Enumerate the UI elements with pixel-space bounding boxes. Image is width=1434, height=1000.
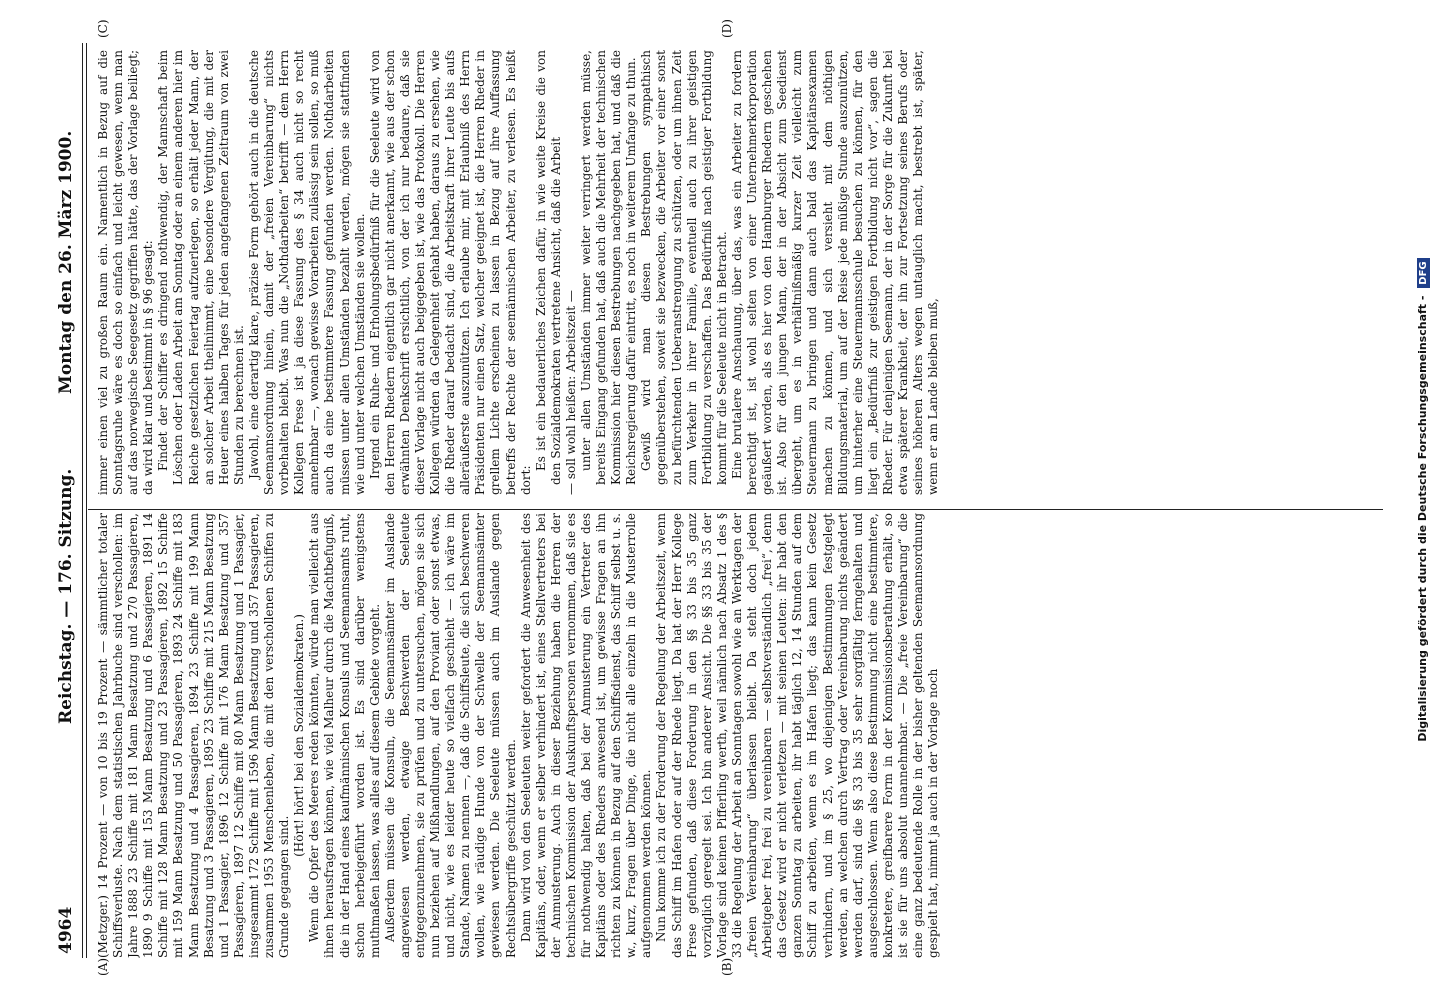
left-column [96,513,1386,958]
margin-mark-c: (C) [96,19,110,38]
paragraph: Jawohl, eine derartig klare, präzise Form gehört auch in die deutsche Seemannsordnung hinein, damit der „freien Vereinbarung“ nichts vorbehalten bleibt. Was nun die „Nothdarbeiten“ betrifft — dem Herrn Kollegen Frese ist ja diese Fassung des § 34 auch nicht so recht annehmbar —, wonach gewisse Vorarbeiten zulässig sein sollen, so muß auch da eine bestimmtere Fassung gefunden werden. Nothdarbeiten müssen unter allen Umständen bezahlt werden, mögen sie stattfinden wie und unter welchen Umständen sie wollen. [246,50,367,495]
paragraph: Nun komme ich zu der Forderung der Regelung der Arbeitszeit, wenn das Schiff im Hafen oder auf der Rhede liegt. Da hat der Herr Kollege Frese gefunden, daß diese Forderung in den §§ 33 bis 35 ganz vorzüglich geregelt sei. Ich bin anderer Ansicht. Die §§ 33 bis 35 der Vorlage sind keinen Pifferling werth, weil nämlich nach Absatz 1 des § 33 die Regelung der Arbeit an Sonntagen sowohl wie an Werktagen der „freien Vereinbarung“ überlassen bleibt. Da steht doch jedem Arbeitgeber frei, frei zu vereinbaren — selbstverständlich „frei“, denn das Gesetz wird er nicht verletzen — mit seinen Leuten: ihr habt den ganzen Sonntag zu arbeiten, ihr habt täglich 12, 14 Stunden auf dem Schiff zu arbeiten, wenn es im Hafen liegt; das kann kein Gesetz verhindern, und im § 25, wo diejenigen Bestimmungen festgelegt werden, an welchen durch Vertrag oder Vereinbarung nichts geändert werden darf, sind die §§ 33 bis 35 sehr sorgfältig ferngehalten und ausgeschlossen. Wenn also diese Bestimmung nicht eine bestimmtere, konkretere, greifbarere Form in der Kommissionsberathung erhält, so ist sie für uns absolut unannehmbar. — Die „freie Vereinbarung“ die eine ganz bedeutende Rolle in der bisher geltenden Seemannsordnung gespielt hat, nimmt ja auch in der Vorlage noch [654,513,941,958]
column-divider [88,509,1383,510]
session-date: Montag den 26. März 1900. [56,130,76,394]
paragraph: Dann wird von den Seeleuten weiter gefordert die Anwesenheit des Kapitäns, oder, wenn er selber verhindert ist, eines Stellvertreters bei der Anmusterung. Auch in dieser Beziehung haben die Herren der technischen Kommission der Auskunftspersonen vernommen, daß sie es für nothwendig halten, daß bei der Anmusterung ein Vertreter des Kapitäns oder des Rheders anwesend ist, um gewisse Fragen an ihn richten zu können in Bezug auf den Schiffsdienst, das Schiff selbst u. s. w., kurz, Fragen über Dinge, die nicht alle einzeln in die Musterrolle aufgenommen werden können. [518,513,654,958]
page-header [52,4,80,954]
page-number: 4964 [56,906,76,954]
right-column [96,50,1386,495]
session-title: Reichstag. — 176. Sitzung. [56,468,76,724]
paragraph: Irgend ein Ruhe- und Erholungsbedürfniß für die Seeleute wird von den Herren Rhedern eigentlich gar nicht anerkannt, wie aus der schon erwähnten Denkschrift ersichtlich, von der ich nur bedaure, daß sie dieser Vorlage nicht auch beigegeben ist, wie das Protokoll. Die Herren Kollegen würden da Gelegenheit gehabt haben, daraus zu ersehen, wie die Rheder darauf bedacht sind, die Arbeitskraft ihrer Leute bis aufs alleräußerste auszunützen. Ich erlaube mir, mit Erlaubniß des Herrn Präsidenten nur einen Satz, welcher geeignet ist, die Herren Rheder in grellem Lichte erscheinen zu lassen in Bezug auf ihre Auffassung betreffs der Rechte der seemännischen Arbeiter, zu verlesen. Es heißt dort: [367,50,533,495]
quotation: unter allen Umständen immer weiter verringert werden müsse, bereits Eingang gefunden hat, daß auch die Mehrheit der technischen Kommission hier diesen Bestrebungen nachgegeben hat, und daß die Reichsregierung dafür eintritt, es noch in weiterem Umfange zu thun. [579,50,639,485]
quotation: Es ist ein bedauerliches Zeichen dafür, in wie weite Kreise die von den Sozialdemokraten vertretene Ansicht, daß die Arbeit [533,50,563,485]
header-rule [82,43,83,958]
digitization-credit [1416,10,1430,990]
paragraph: Wenn die Opfer des Meeres reden könnten, würde man vielleicht aus ihnen herausfragen können, wie viel Malheur durch die Machtbefugniß, die in der Hand eines kaufmännischen Konsuls und Seemannsamts ruht, schon herbeigeführt worden ist. Es sind darüber wenigstens muthmaßen lassen, was alles auf diesem Gebiete vorgeht. [307,513,382,958]
interjection: (Hört! hört! bei den Sozialdemokraten.) [292,614,307,857]
credit-text: Digitalisierung gefördert durch die Deutsche Forschungsgemeinschaft - [1416,295,1429,742]
quotation: Findet der Schiffer es dringend nothwendig, der Mannschaft beim Löschen oder Laden Arbeit am Sonntag oder an einem anderen hier im Reiche gesetzlichen Feiertag aufzuerlegen, so erhält jeder Mann, der an solcher Arbeit theilnimmt, eine besondere Vergütung, die mit der Heuer eines halben Tages für jeden angefangenen Zeitraum von zwei Stunden zu berechnen ist. [156,50,246,485]
margin-mark-a: (A) [96,957,110,976]
aside-remark: — soll wohl heißen: Arbeitszeit — [563,290,578,495]
paragraph: immer einen viel zu großen Raum ein. Namentlich in Bezug auf die Sonntagsruhe wäre es doch so einfach und leicht gewesen, wenn man auf das norwegische Seegesetz gegriffen hätte, das der Vorlage beiliegt; da wird klar und bestimmt in § 96 gesagt: [96,50,156,495]
margin-mark-d: (D) [720,19,734,38]
dfg-logo: DFG [1417,258,1430,287]
header-rule-double [86,43,87,958]
quotation: Gewiß wird man diesen Bestrebungen sympathisch gegenüberstehen, soweit sie bezwecken, die Arbeiter vor einer sonst zu befürchtenden Ueberanstrengung zu schützen, oder um ihnen Zeit zum Verkehr in ihrer Familie, eventuell auch zu ihrer geistigen Fortbildung zu verschaffen. Das Bedürfniß nach geistiger Fortbildung kommt für die Seeleute nicht in Betracht. [639,50,729,485]
paragraph: Außerdem müssen die Konsuln, die Seemannsämter im Auslande angewiesen werden, etwaige Beschwerden der Seeleute entgegenzunehmen, sie zu prüfen und zu untersuchen, mögen sie sich nun beziehen auf Mißhandlungen, auf den Proviant oder sonst etwas, und nicht, wie es leider heute so vielfach geschieht — ich wäre im Stande, Namen zu nennen —, daß die Schiffsleute, die sich beschweren wollen, wie räudige Hunde von der Schwelle der Seemannsämter gewiesen werden. Die Seeleute müssen auch im Auslande gegen Rechtsübergriffe geschützt werden. [382,513,518,958]
paragraph: Eine brutalere Anschauung, über das, was ein Arbeiter zu fordern berechtigt ist, ist wohl selten von einer Unternehmerkorporation geäußert worden, als es hier von den Hamburger Rhedern geschehen ist. Also für den jungen Mann, der in der Absicht zum Seedienst übergeht, um es in verhältnißmäßig kurzer Zeit vielleicht zum Steuermann zu bringen und dann auch bald das Kapitänsexamen machen zu können, und sich versieht mit dem nöthigen Bildungsmaterial, um auf der Reise jede müßige Stunde auszunützen, um hinterher eine Steuermannsschule besuchen zu können, für den liegt ein „Bedürfniß zur geistigen Fortbildung nicht vor“, sagen die Rheder. Für denjenigen Seemann, der in der Sorge für die Zukunft bei etwa späterer Krankheit, der ihn zur Fortsetzung seines Berufs oder seines höheren Alters wegen untauglich macht, bestrebt ist, später, wenn er am Lande bleiben muß, [729,50,941,495]
paragraph: (Metzger.) 14 Prozent — von 10 bis 19 Prozent — sämmtlicher totaler Schiffsverluste. Nach dem statistischen Jahrbuche sind verschollen: im Jahre 1888 23 Schiffe mit 181 Mann Besatzung und 270 Passagieren, 1890 9 Schiffe mit 153 Mann Besatzung und 6 Passagieren, 1891 14 Schiffe mit 128 Mann Besatzung und 23 Passagieren, 1892 15 Schiffe mit 159 Mann Besatzung und 50 Passagieren, 1893 24 Schiffe mit 183 Mann Besatzung und 4 Passagieren, 1894 23 Schiffe mit 199 Mann Besatzung und 3 Passagieren, 1895 23 Schiffe mit 215 Mann Besatzung und 1 Passagier, 1896 12 Schiffe mit 176 Mann Besatzung und 357 Passagieren, 1897 12 Schiffe mit 80 Mann Besatzung und 1 Passagier, insgesammt 172 Schiffe mit 1596 Mann Besatzung und 357 Passagieren, zusammen 1953 Menschenleben, die mit den verschollenen Schiffen zu Grunde gegangen sind. [96,513,292,958]
margin-mark-b: (B) [720,957,734,976]
